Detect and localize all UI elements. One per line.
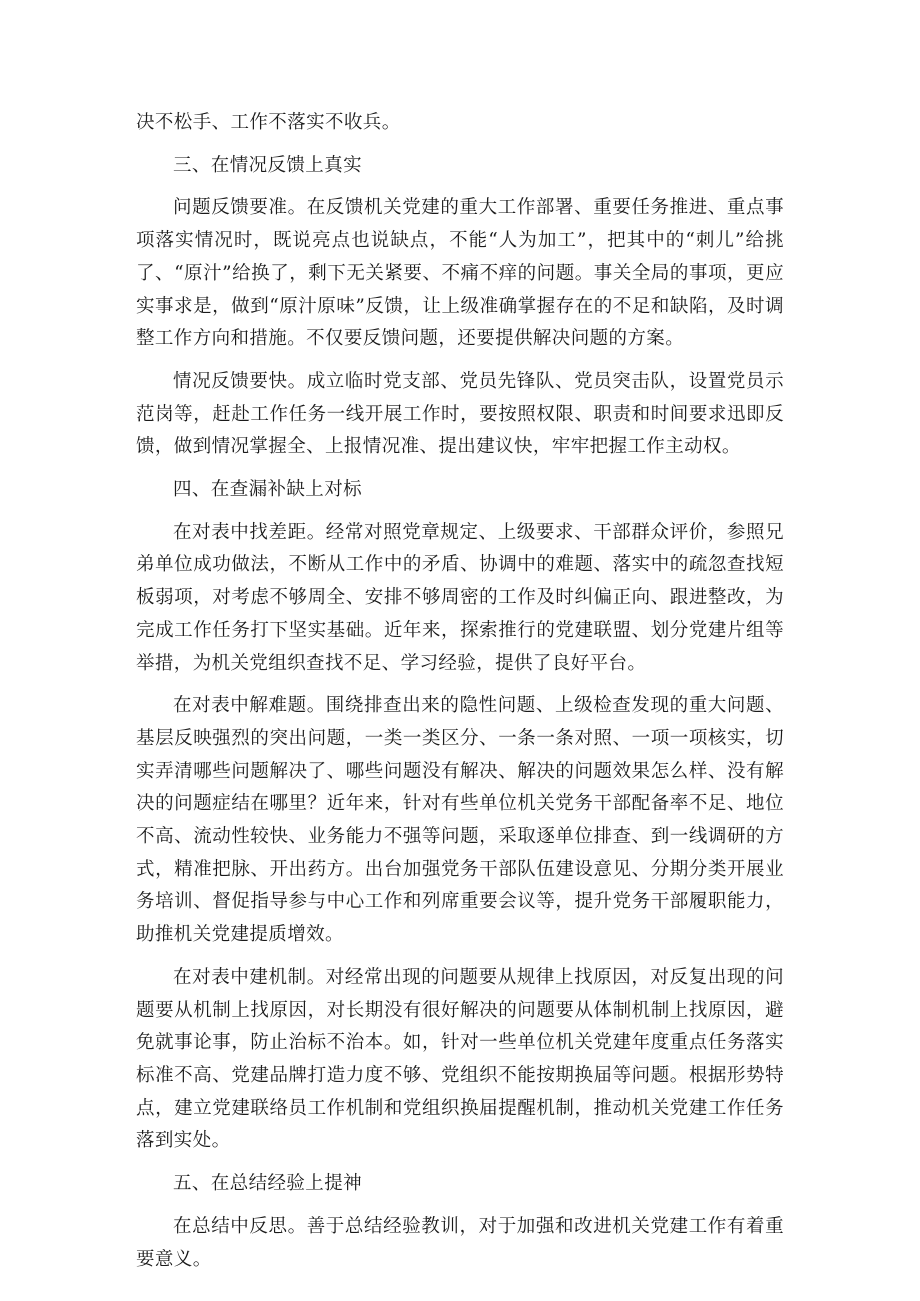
- section-heading-5: 五、在总结经验上提神: [173, 1173, 363, 1195]
- paragraph: 在总结中反思。善于总结经验教训，对于加强和改进机关党建工作有着重要意义。: [136, 1215, 784, 1270]
- paragraph: 在对表中找差距。经常对照党章规定、上级要求、干部群众评价，参照兄弟单位成功做法，不断从工作中的矛盾、协调中的难题、落实中的疏忽查找短板弱项，对考虑不够周全、安排不够周密的工作及时纠偏正向、跟进整改，为完成工作任务打下坚实基础。近年来，探索推行的党建联盟、划分党建片组等举措，为机关党组织查找不足、学习经验，提供了良好平台。: [136, 521, 784, 674]
- section-heading-4: 四、在查漏补缺上对标: [173, 479, 363, 501]
- paragraph: 情况反馈要快。成立临时党支部、党员先锋队、党员突击队，设置党员示范岗等，赶赴工作任务一线开展工作时，要按照权限、职责和时间要求迅即反馈，做到情况掌握全、上报情况准、提出建议快，牢牢把握工作主动权。: [136, 370, 784, 458]
- paragraph: 在对表中建机制。对经常出现的问题要从规律上找原因，对反复出现的问题要从机制上找原因，对长期没有很好解决的问题要从体制机制上找原因，避免就事论事，防止治标不治本。如，针对一些单位机关党建年度重点任务落实标准不高、党建品牌打造力度不够、党组织不能按期换届等问题。根据形势特点，建立党建联络员工作机制和党组织换届提醒机制，推动机关党建工作任务落到实处。: [136, 966, 784, 1152]
- paragraph: 在对表中解难题。围绕排查出来的隐性问题、上级检查发现的重大问题、基层反映强烈的突出问题，一类一类区分、一条一条对照、一项一项核实，切实弄清哪些问题解决了、哪些问题没有解决、解决的问题效果怎么样、没有解决的问题症结在哪里？近年来，针对有些单位机关党务干部配备率不足、地位不高、流动性较快、业务能力不强等问题，采取逐单位排查、到一线调研的方式，精准把脉、开出药方。出台加强党务干部队伍建设意见、分期分类开展业务培训、督促指导参与中心工作和列席重要会议等，提升党务干部履职能力，助推机关党建提质增效。: [136, 695, 784, 946]
- paragraph-continuation: 决不松手、工作不落实不收兵。: [136, 112, 401, 133]
- section-heading-3: 三、在情况反馈上真实: [173, 154, 363, 176]
- paragraph: 问题反馈要准。在反馈机关党建的重大工作部署、重要任务推进、重点事项落实情况时，既说亮点也说缺点，不能“人为加工”，把其中的“刺儿”给挑了、“原汁”给换了，剩下无关紧要、不痛不痒的问题。事关全局的事项，更应实事求是，做到“原汁原味”反馈，让上级准确掌握存在的不足和缺陷，及时调整工作方向和措施。不仅要反馈问题，还要提供解决问题的方案。: [136, 197, 784, 350]
